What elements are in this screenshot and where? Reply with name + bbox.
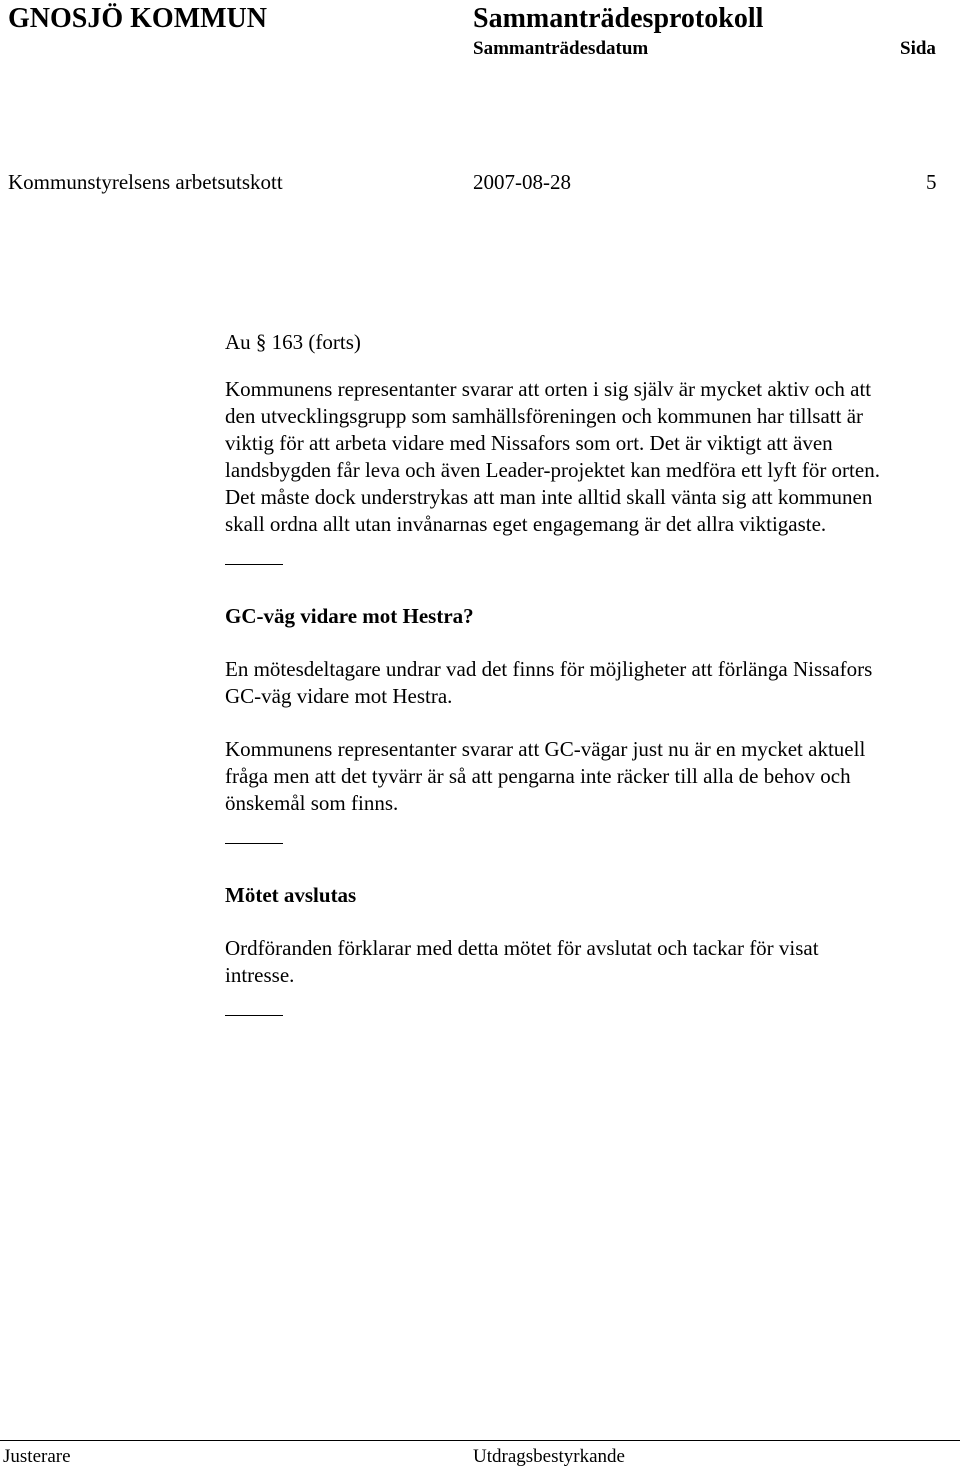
text-line: Ordföranden förklarar med detta mötet för avslutat och tackar för visat	[225, 936, 819, 960]
text-line: fråga men att det tyvärr är så att pengarna inte räcker till alla de behov och	[225, 764, 851, 788]
text-line: den utvecklingsgrupp som samhällsföreningen och kommunen har tillsatt är	[225, 404, 864, 428]
document-type: Sammanträdesprotokoll	[473, 3, 764, 34]
adjuster-label: Justerare	[3, 1446, 71, 1467]
section-reference: Au § 163 (forts)	[225, 330, 361, 354]
text-line: Kommunens representanter svarar att GC-vägar just nu är en mycket aktuell	[225, 737, 866, 761]
municipality-name: GNOSJÖ KOMMUN	[8, 3, 267, 34]
page-number: 5	[926, 170, 937, 194]
text-line: Kommunens representanter svarar att orten i sig själv är mycket aktiv och att	[225, 377, 872, 401]
paragraph-closing	[225, 935, 955, 989]
paragraph-answer	[225, 736, 955, 817]
text-line: skall ordna allt utan invånarnas eget engagemang är det allra viktigaste.	[225, 512, 827, 536]
paragraph-representatives-reply	[225, 376, 955, 538]
text-line: GC-väg vidare mot Hestra.	[225, 684, 453, 708]
section-separator	[225, 843, 283, 844]
meeting-date-label: Sammanträdesdatum	[473, 38, 649, 59]
section-separator	[225, 564, 283, 565]
page-label: Sida	[900, 38, 936, 59]
text-line: Det måste dock understrykas att man inte alltid skall vänta sig att kommunen	[225, 485, 873, 509]
meeting-date: 2007-08-28	[473, 170, 571, 194]
text-line: viktig för att arbeta vidare med Nissafors som ort. Det är viktigt att även	[225, 431, 833, 455]
text-line: önskemål som finns.	[225, 791, 399, 815]
paragraph-question	[225, 656, 955, 710]
extract-certification-label: Utdragsbestyrkande	[473, 1446, 625, 1467]
footer-rule	[0, 1440, 960, 1441]
section-separator	[225, 1015, 283, 1016]
text-line: intresse.	[225, 963, 295, 987]
protocol-body	[225, 329, 955, 1054]
heading-gc-road: GC-väg vidare mot Hestra?	[225, 604, 474, 628]
text-line: landsbygden får leva och även Leader-projektet kan medföra ett lyft för orten.	[225, 458, 880, 482]
text-line: En mötesdeltagare undrar vad det finns för möjligheter att förlänga Nissafors	[225, 657, 873, 681]
heading-meeting-closed: Mötet avslutas	[225, 883, 357, 907]
committee-name: Kommunstyrelsens arbetsutskott	[8, 170, 283, 194]
